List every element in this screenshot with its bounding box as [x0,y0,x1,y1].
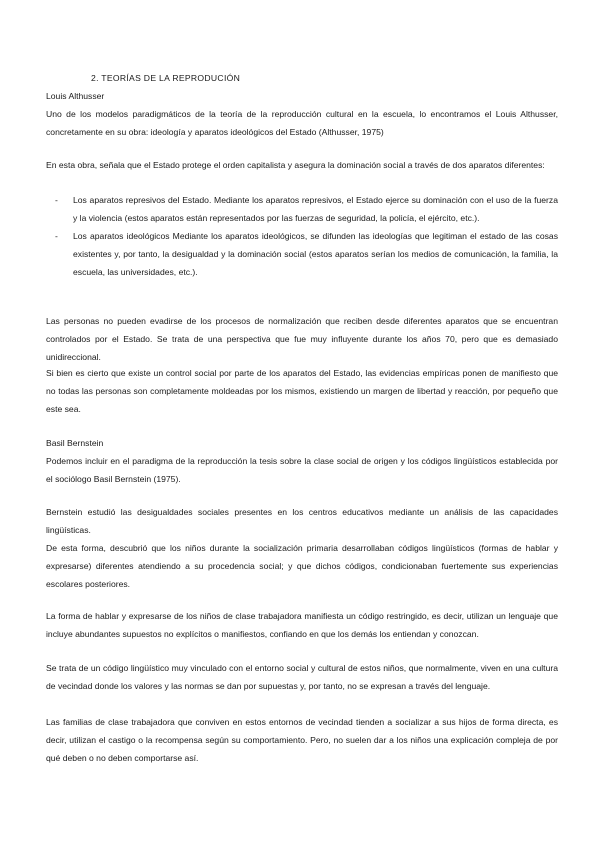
section-heading: 2. TEORÍAS DE LA REPRODUCIÓN [91,73,241,83]
author-name-bernstein: Basil Bernstein [46,438,104,448]
bernstein-paragraph-1: Bernstein estudió las desigualdades sociales presentes en los centros educativos mediante un análisis de las capacidades lingüísticas. [46,507,558,535]
althusser-paragraph-2: Las personas no pueden evadirse de los procesos de normalización que reciben desde diferentes aparatos que se encuentran controlados por el Estado. Se trata de una perspectiva que fue muy influyente durante los años 70, pero que es demasiado unidireccional. [46,316,558,362]
author-name-althusser: Louis Althusser [46,91,105,101]
bernstein-intro: Podemos incluir en el paradigma de la reproducción la tesis sobre la clase social de origen y los códigos lingüísticos establecida por el sociólogo Basil Bernstein (1975). [46,456,558,484]
bernstein-paragraph-2: De esta forma, descubrió que los niños durante la socialización primaria desarrollaban códigos lingüísticos (formas de hablar y expresarse) diferentes atendiendo a su procedencia social; y que dichos códigos, condicionaban fuertemente sus experiencias escolares posteriores. [46,543,558,589]
dash-bullet-icon: - [55,231,58,241]
bullet-text: Los aparatos represivos del Estado. Mediante los aparatos represivos, el Estado ejerce su dominación con el uso de la fuerza y la violencia (estos aparatos están representados por las fuerzas de seguridad, la policía, el ejército, etc.). [73,195,558,223]
bernstein-paragraph-3: La forma de hablar y expresarse de los niños de clase trabajadora manifiesta un código restringido, es decir, utilizan un lenguaje que incluye abundantes supuestos no explícitos o manifiestos, confiando en que los demás los entiendan y conozcan. [46,611,558,639]
althusser-paragraph-3: Si bien es cierto que existe un control social por parte de los aparatos del Estado, las evidencias empíricas ponen de manifiesto que no todas las personas son completamente moldeadas por los mismos, existiendo un margen de libertad y reacción, por pequeño que este sea. [46,368,558,414]
list-item [46,227,558,281]
althusser-bullet-list [46,191,558,281]
althusser-paragraph-1: En esta obra, señala que el Estado protege el orden capitalista y asegura la dominación social a través de dos aparatos diferentes: [46,160,545,170]
list-item [46,191,558,227]
althusser-intro: Uno de los modelos paradigmáticos de la teoría de la reproducción cultural en la escuela, lo encontramos el Louis Althusser, concretamente en su obra: ideología y aparatos ideológicos del Estado (Althusser, 1975) [46,109,558,137]
bernstein-paragraph-5: Las familias de clase trabajadora que conviven en estos entornos de vecindad tienden a socializar a sus hijos de forma directa, es decir, utilizan el castigo o la recompensa según su comportamiento. Pero, no suelen dar a los niños una explicación compleja de por qué deben o no deben comportarse así. [46,717,558,763]
bullet-text: Los aparatos ideológicos Mediante los aparatos ideológicos, se difunden las ideologías que legitiman el estado de las cosas existentes y, por tanto, la desigualdad y la dominación social (estos aparatos serían los medios de comunicación, la familia, la escuela, las universidades, etc.). [73,231,558,277]
bernstein-paragraph-4: Se trata de un código lingüístico muy vinculado con el entorno social y cultural de estos niños, que normalmente, viven en una cultura de vecindad donde los valores y las normas se dan por supuestas y, por tanto, no se expresan a través del lenguaje. [46,663,558,691]
dash-bullet-icon: - [55,195,58,205]
